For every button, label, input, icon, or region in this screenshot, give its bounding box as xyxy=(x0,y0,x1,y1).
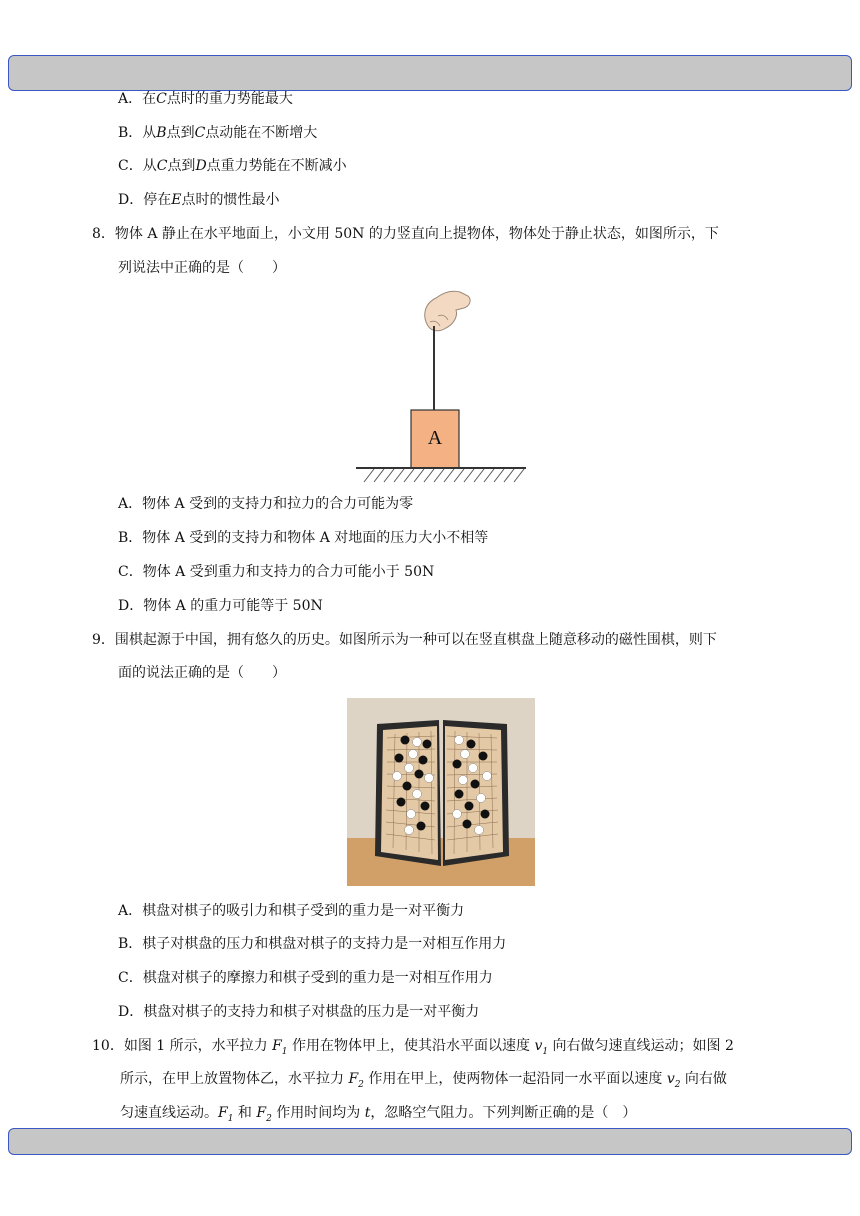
variable: t xyxy=(364,1105,371,1121)
q9-stem-line2: 面的说法正确的是（ ） xyxy=(118,665,286,681)
option-text: 点重力势能在不断减小 xyxy=(206,158,347,174)
hand-icon xyxy=(425,291,470,331)
q8-option-c[interactable]: C．物体 A 受到重力和支持力的合力可能小于 50N xyxy=(118,564,435,580)
subscript: 1 xyxy=(227,1113,234,1124)
q8-option-b[interactable]: B．物体 A 受到的支持力和物体 A 对地面的压力大小不相等 xyxy=(118,530,489,546)
q7-option-d[interactable] xyxy=(118,190,279,210)
subscript: 2 xyxy=(674,1079,681,1090)
q8-stem-line2: 列说法中正确的是（ ） xyxy=(118,260,286,276)
option-text: 点到 xyxy=(167,158,196,174)
header-bar xyxy=(8,55,852,91)
variable: B xyxy=(156,125,167,141)
stem-text: 匀速直线运动。 xyxy=(120,1105,218,1121)
footer-bar xyxy=(8,1128,852,1155)
variable: C xyxy=(194,125,206,141)
stem-text: ，忽略空气阻力。下列判断正确的是（ ） xyxy=(370,1105,637,1121)
variable: v xyxy=(534,1038,543,1054)
variable: E xyxy=(171,192,182,208)
option-text: 点时的重力势能最大 xyxy=(166,91,293,107)
variable: C xyxy=(156,158,168,174)
q9-option-c[interactable]: C．棋盘对棋子的摩擦力和棋子受到的重力是一对相互作用力 xyxy=(118,970,493,986)
stem-text: 向右做匀速直线运动；如图 2 xyxy=(548,1038,734,1054)
option-text: C．从 xyxy=(118,158,157,174)
q8-stem-line1: 8．物体 A 静止在水平地面上，小文用 50N 的力竖直向上提物体，物体处于静止状态，如图所示，下 xyxy=(92,226,719,242)
variable: F xyxy=(272,1038,282,1054)
q9-option-a[interactable]: A．棋盘对棋子的吸引力和棋子受到的重力是一对平衡力 xyxy=(118,903,465,919)
option-text: 点动能在不断增大 xyxy=(205,125,318,141)
q8-figure xyxy=(350,286,530,486)
stem-text: 和 xyxy=(233,1105,257,1121)
stem-text: 向右做 xyxy=(680,1071,727,1087)
q10-stem-line1 xyxy=(92,1036,734,1062)
q9-option-d[interactable]: D．棋盘对棋子的支持力和棋子对棋盘的压力是一对平衡力 xyxy=(118,1004,480,1020)
q7-option-a[interactable] xyxy=(118,89,293,109)
stem-text: 作用时间均为 xyxy=(271,1105,365,1121)
subscript: 2 xyxy=(266,1113,272,1124)
option-text: B．从 xyxy=(118,125,157,141)
q9-go-board-photo xyxy=(347,698,535,886)
q10-stem-line2 xyxy=(120,1069,727,1095)
q7-option-b[interactable] xyxy=(118,123,317,143)
variable: F xyxy=(348,1071,359,1087)
ground-hatch xyxy=(364,469,524,482)
option-text: 点时的惯性最小 xyxy=(181,192,280,208)
option-text: 点到 xyxy=(166,125,195,141)
variable: D xyxy=(195,158,207,174)
stem-text: 作用在物体甲上，使其沿水平面以速度 xyxy=(287,1038,535,1054)
q8-option-a[interactable]: A．物体 A 受到的支持力和拉力的合力可能为零 xyxy=(118,496,414,512)
variable: v xyxy=(666,1071,675,1087)
stem-text: 10．如图 1 所示，水平拉力 xyxy=(92,1038,273,1054)
stem-text: 所示，在甲上放置物体乙，水平拉力 xyxy=(120,1071,349,1087)
variable: C xyxy=(156,91,167,107)
q10-stem-line3 xyxy=(120,1103,636,1129)
subscript: 2 xyxy=(358,1079,364,1090)
stem-text: 作用在甲上，使两物体一起沿同一水平面以速度 xyxy=(363,1071,667,1087)
option-text: A．在 xyxy=(118,91,157,107)
q7-option-c[interactable] xyxy=(118,156,347,176)
block-label: A xyxy=(427,427,443,449)
q9-option-b[interactable]: B．棋子对棋盘的压力和棋盘对棋子的支持力是一对相互作用力 xyxy=(118,936,507,952)
q9-stem-line1: 9．围棋起源于中国，拥有悠久的历史。如图所示为一种可以在竖直棋盘上随意移动的磁性围棋，则下 xyxy=(92,632,717,648)
subscript: 1 xyxy=(281,1046,288,1057)
option-text: D．停在 xyxy=(118,192,172,208)
subscript: 1 xyxy=(542,1046,549,1057)
variable: F xyxy=(218,1105,228,1121)
q8-option-d[interactable]: D．物体 A 的重力可能等于 50N xyxy=(118,598,323,614)
variable: F xyxy=(256,1105,267,1121)
